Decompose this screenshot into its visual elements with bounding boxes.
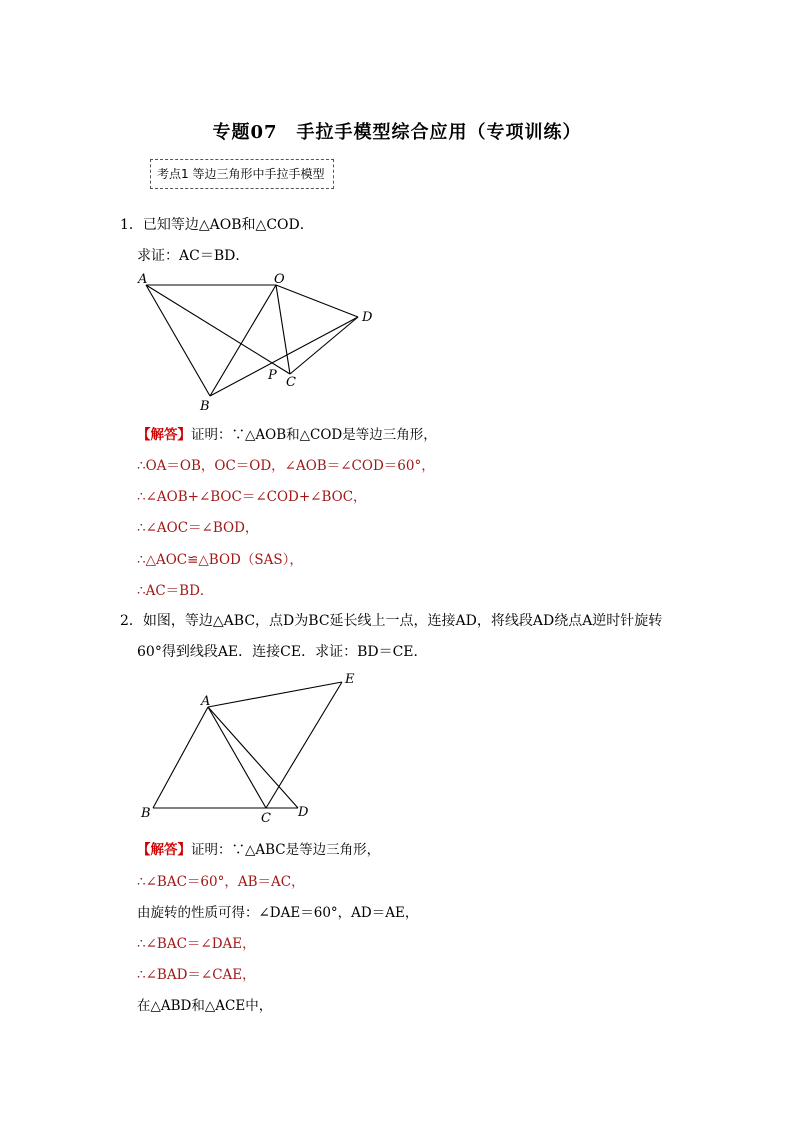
q1-label-D: D xyxy=(362,310,373,325)
q2-step: ∴∠BAD＝∠CAE， xyxy=(137,967,256,983)
q1-step: ∴∠AOB+∠BOC＝∠COD+∠BOC， xyxy=(137,489,367,505)
q2-step: 由旋转的性质可得：∠DAE＝60°，AD＝AE， xyxy=(137,905,419,921)
q1-label-C: C xyxy=(286,375,296,390)
q1-solution-lead xyxy=(137,423,437,443)
q2-label-C: C xyxy=(261,811,271,826)
q1-figure xyxy=(130,268,390,418)
q1-step: ∴OA＝OB，OC＝OD，∠AOB＝∠COD＝60°， xyxy=(137,458,435,474)
q2-solution-lead xyxy=(137,838,380,858)
q2-label-B: B xyxy=(141,806,151,821)
q1-label-P: P xyxy=(268,368,277,383)
q2-solution-label: 【解答】 xyxy=(137,842,191,858)
q1-seg-AB xyxy=(146,285,210,396)
q2-seg-AE xyxy=(208,682,342,707)
q1-step: ∴AC＝BD． xyxy=(137,583,214,599)
q1-solution-label: 【解答】 xyxy=(137,427,191,443)
q1-label-A: A xyxy=(138,272,148,287)
q2-figure xyxy=(135,668,365,828)
q1-step: ∴∠AOC＝∠BOD， xyxy=(137,520,259,536)
q2-label-A: A xyxy=(201,694,211,709)
q1-seg-OB xyxy=(210,285,276,396)
q1-seg-CD xyxy=(290,317,358,374)
q1-goal: 求证：AC＝BD． xyxy=(137,248,250,264)
q1-label-B: B xyxy=(200,399,210,414)
q1-seg-OC xyxy=(276,285,290,374)
q2-seg-AC xyxy=(208,707,266,808)
page-title: 专题07 手拉手模型综合应用（专项训练） xyxy=(212,122,582,143)
q2-seg-AB xyxy=(153,707,208,808)
q2-step: ∴∠BAC＝∠DAE， xyxy=(137,936,256,952)
q2-label-D: D xyxy=(298,805,309,820)
q2-step: 在△ABD和△ACE中， xyxy=(137,998,273,1014)
q1-solution-lead-text: 证明：∵△AOB和△COD是等边三角形， xyxy=(191,427,437,443)
q1-seg-BD xyxy=(210,317,358,396)
q1-statement: 1．已知等边△AOB和△COD． xyxy=(120,217,314,233)
q2-seg-AD xyxy=(208,707,298,808)
q1-seg-OD xyxy=(276,285,358,317)
q2-statement: 2．如图，等边△ABC，点D为BC延长线上一点，连接AD，将线段AD绕点A逆时针旋转 xyxy=(120,613,663,629)
q2-solution-lead-text: 证明：∵△ABC是等边三角形， xyxy=(191,842,381,858)
q1-label-O: O xyxy=(274,272,285,287)
q2-seg-DE xyxy=(266,682,342,808)
q2-step: ∴∠BAC＝60°，AB＝AC， xyxy=(137,874,305,890)
q2-goal: 60°得到线段AE．连接CE．求证：BD＝CE． xyxy=(137,644,428,660)
q2-label-E: E xyxy=(345,672,355,687)
q1-step: ∴△AOC≌△BOD（SAS）， xyxy=(137,552,303,568)
topic-tag: 考点1 等边三角形中手拉手模型 xyxy=(150,159,334,189)
